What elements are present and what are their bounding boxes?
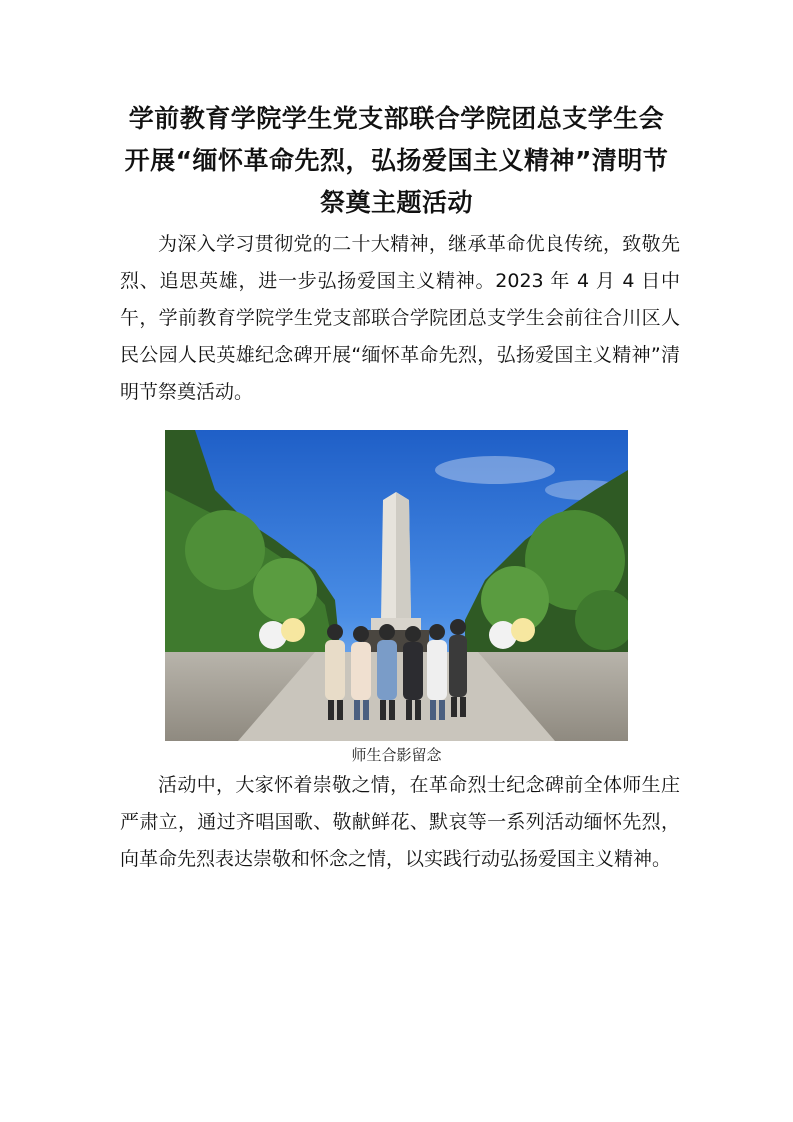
title-line-2: 开展“缅怀革命先烈，弘扬爱国主义精神”清明节 <box>124 146 669 175</box>
activity-paragraph: 活动中，大家怀着崇敬之情，在革命烈士纪念碑前全体师生庄严肃立，通过齐唱国歌、敬献鲜花、默哀等一系列活动缅怀先烈，向革命先烈表达崇敬和怀念之情，以实践行动弘扬爱国主义精神。 <box>120 774 680 870</box>
intro-paragraph: 为深入学习贯彻党的二十大精神，继承革命优良传统，致敬先烈、追思英雄，进一步弘扬爱国主义精神。2023 年 4 月 4 日中午，学前教育学院学生党支部联合学院团总支学生会前往合川区人民公园人民英雄纪念碑开展“缅怀革命先烈，弘扬爱国主义精神”清明节祭奠活动。 <box>120 233 680 403</box>
group-photo <box>165 430 628 741</box>
title-line-1: 学前教育学院学生党支部联合学院团总支学生会 <box>128 104 665 133</box>
photo-caption: 师生合影留念 <box>351 746 442 764</box>
title-line-3: 祭奠主题活动 <box>319 188 473 217</box>
document-title <box>100 98 693 224</box>
